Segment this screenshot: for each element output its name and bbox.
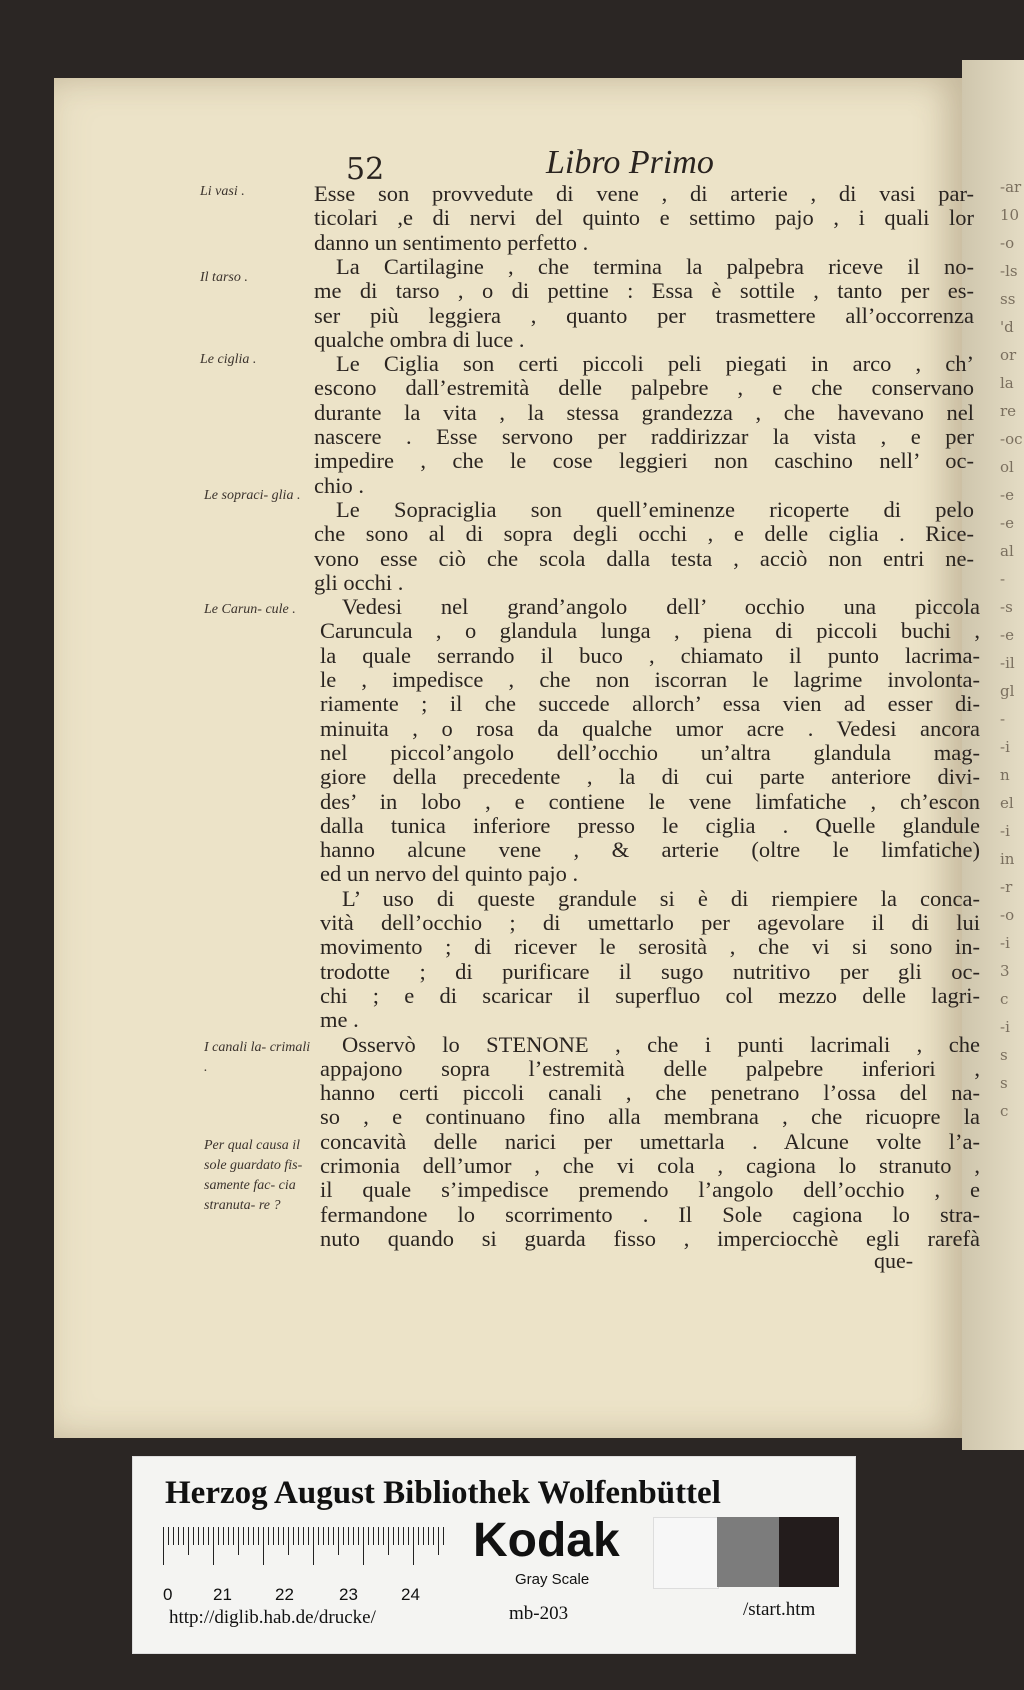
ruler-tick — [318, 1527, 319, 1545]
text-line: dalla tunica inferiore presso le ciglia . Quelle glandule — [320, 812, 980, 838]
ruler-tick — [268, 1527, 269, 1545]
text-line: me di tarso , o di pettine : Essa è sottile , tanto per es- — [314, 278, 974, 304]
gray-scale-label: Gray Scale — [515, 1571, 590, 1588]
text-line: movimento ; di ricever le serosità , che vi si sono in- — [320, 934, 980, 960]
ruler-tick — [383, 1527, 384, 1545]
edge-fragment: ss — [1000, 290, 1016, 308]
edge-fragment: -e — [1000, 514, 1014, 532]
ruler — [163, 1527, 453, 1604]
ruler-tick — [228, 1527, 229, 1545]
text-line: so , e continuano fino alla membrana , che ricuopre la — [320, 1104, 980, 1130]
text-line: Vedesi nel grand’angolo dell’ occhio una piccola — [342, 594, 980, 620]
ruler-tick — [368, 1527, 369, 1545]
ruler-tick — [333, 1527, 334, 1545]
edge-fragment: - — [1000, 710, 1006, 728]
text-line: ticolari ,e di nervi del quinto e settimo pajo , i quali lor — [314, 205, 974, 231]
ruler-tick — [373, 1527, 374, 1545]
ruler-tick — [343, 1527, 344, 1545]
text-line: minuita , o rosa da qualche umor acre . Vedesi ancora — [320, 715, 980, 741]
ruler-tick — [298, 1527, 299, 1545]
edge-fragment: -i — [1000, 934, 1010, 952]
ruler-tick — [433, 1527, 434, 1545]
ruler-label: 23 — [339, 1585, 358, 1604]
text-line: concavità delle narici per umettarla . Alcune volte l’a- — [320, 1128, 980, 1154]
margin-note: Il tarso . — [200, 270, 248, 285]
text-line: le , impedisce , che non iscorran le lagrime involonta- — [320, 667, 980, 692]
edge-fragment: -e — [1000, 626, 1014, 644]
text-line: escono dall’estremità delle palpebre , e che conservano — [314, 375, 974, 401]
edge-fragment: -r — [1000, 878, 1013, 896]
ruler-label: 24 — [401, 1585, 420, 1604]
text-line: appajono sopra l’estremità delle palpebre inferiori , — [320, 1055, 980, 1081]
page-number: 52 — [346, 152, 385, 187]
edge-fragment: ol — [1000, 458, 1014, 476]
margin-note: Le ciglia . — [200, 352, 257, 367]
text-line: vità dell’occhio ; di umettarlo per agevolare il di lui — [320, 910, 980, 935]
text-line: durante la vita , la stessa grandezza , che havevano nel — [314, 399, 974, 425]
edge-fragment: -ar — [1000, 178, 1022, 196]
ruler-tick — [223, 1527, 224, 1545]
text-line: che sono al di sopra degli occhi , e delle ciglia . Rice- — [314, 521, 974, 547]
ruler-tick — [378, 1527, 379, 1545]
book-page — [54, 78, 980, 1438]
ruler-tick — [353, 1527, 354, 1545]
edge-fragment: re — [1000, 402, 1017, 420]
ruler-tick — [253, 1527, 254, 1545]
ruler-tick — [193, 1527, 194, 1545]
edge-fragment: c — [1000, 990, 1009, 1008]
edge-fragment: -i — [1000, 1018, 1010, 1036]
margin-note: I canali la- crimali . — [204, 1040, 311, 1075]
ruler-tick — [288, 1527, 289, 1555]
edge-fragment: la — [1000, 374, 1014, 392]
margin-note: Le sopraci- glia . — [204, 488, 301, 503]
ruler-tick — [413, 1527, 414, 1565]
ruler-tick — [293, 1527, 294, 1545]
ruler-tick — [338, 1527, 339, 1555]
ruler-tick — [188, 1527, 189, 1555]
edge-fragment: n — [1000, 766, 1010, 784]
text-line: chi ; e di scaricar il superfluo col mezzo delle lagri- — [320, 982, 980, 1008]
ruler-label: 22 — [275, 1585, 294, 1604]
ruler-tick — [278, 1527, 279, 1545]
library-name: Herzog August Bibliothek Wolfenbüttel — [165, 1475, 721, 1511]
ruler-tick — [248, 1527, 249, 1545]
ruler-tick — [173, 1527, 174, 1545]
text-line: giore della precedente , la di cui parte anteriore divi- — [320, 764, 980, 790]
text-line: ed un nervo del quinto pajo . — [320, 861, 579, 887]
margin-note: Per qual causa il sole guardato fis- samente fac- cia stranuta- re ? — [204, 1138, 303, 1213]
ruler-tick — [308, 1527, 309, 1545]
edge-fragment: el — [1000, 794, 1014, 812]
edge-fragment: -o — [1000, 906, 1015, 924]
text-line: Caruncula , o glandula lunga , piena di piccoli buchi , — [320, 618, 980, 644]
margin-note: Le Carun- cule . — [204, 602, 296, 617]
edge-fragment: s — [1000, 1046, 1008, 1064]
margin-note: Li vasi . — [200, 184, 245, 199]
text-line: hanno alcune vene , & arterie (oltre le limfatiche) — [320, 837, 980, 863]
running-title: Libro Primo — [546, 144, 714, 181]
text-line: Le Sopraciglia son quell’eminenze ricoperte di pelo — [336, 496, 974, 522]
ruler-tick — [393, 1527, 394, 1545]
text-line: nel piccol’angolo dell’occhio un’altra glandula mag- — [320, 739, 980, 765]
text-line: qualche ombra di luce . — [314, 326, 525, 352]
edge-fragment: 10 — [1000, 206, 1020, 224]
text-line: impedire , che le cose leggieri non caschino nell’ oc- — [314, 448, 974, 474]
ruler-tick — [203, 1527, 204, 1545]
text-line: Le Ciglia son certi piccoli peli piegati in arco , ch’ — [336, 351, 974, 377]
edge-fragment: al — [1000, 542, 1014, 560]
ruler-tick — [283, 1527, 284, 1545]
text-line: hanno certi piccoli canali , che penetrano l’ossa del na- — [320, 1080, 980, 1106]
text-line: il quale s’impedisce premendo l’angolo dell’occhio , e — [320, 1177, 980, 1203]
edge-fragment: - — [1000, 570, 1006, 588]
gray-swatch-white — [653, 1517, 719, 1589]
shelfmark: mb-203 — [509, 1603, 569, 1624]
ruler-label: 0 — [163, 1585, 173, 1604]
library-url: http://diglib.hab.de/drucke/ — [169, 1607, 376, 1628]
text-line: vono esse ciò che scola dalla testa , acciò non entri ne- — [314, 545, 974, 571]
text-line: gli occhi . — [314, 569, 404, 595]
ruler-label: 21 — [213, 1585, 232, 1604]
text-line: nascere . Esse servono per raddirizzar la vista , e per — [314, 424, 974, 449]
edge-fragment: c — [1000, 1102, 1009, 1120]
start-path: /start.htm — [743, 1599, 816, 1620]
ruler-tick — [178, 1527, 179, 1545]
text-line: des’ in lobo , e contiene le vene limfatiche , ch’escon — [320, 788, 980, 814]
text-line: nuto quando si guarda fisso , imperciocchè egli rarefà — [320, 1225, 980, 1251]
ruler-tick — [258, 1527, 259, 1545]
text-line: la quale serrando il buco , chiamato il punto lacrima- — [320, 642, 980, 668]
ruler-tick — [438, 1527, 439, 1555]
ruler-tick — [163, 1527, 164, 1565]
edge-fragment: -il — [1000, 654, 1015, 672]
edge-fragment: s — [1000, 1074, 1008, 1092]
ruler-tick — [198, 1527, 199, 1545]
edge-fragment: -oc — [1000, 430, 1023, 448]
edge-fragment: -ls — [1000, 262, 1018, 280]
edge-fragment: -i — [1000, 822, 1010, 840]
ruler-tick — [303, 1527, 304, 1545]
edge-fragment: gl — [1000, 682, 1015, 700]
kodak-logo: Kodak — [473, 1514, 620, 1567]
ruler-tick — [213, 1527, 214, 1565]
text-line: Osservò lo STENONE , che i punti lacrimali , che — [342, 1031, 980, 1057]
ruler-tick — [408, 1527, 409, 1545]
ruler-tick — [388, 1527, 389, 1555]
edge-fragment: -e — [1000, 486, 1014, 504]
edge-fragment: -i — [1000, 738, 1010, 756]
ruler-tick — [208, 1527, 209, 1545]
ruler-tick — [183, 1527, 184, 1545]
text-line: L’ uso di queste grandule si è di riempiere la conca- — [342, 885, 980, 911]
text-line: chio . — [314, 472, 364, 498]
edge-fragment: or — [1000, 346, 1017, 364]
ruler-tick — [363, 1527, 364, 1565]
ruler-tick — [418, 1527, 419, 1545]
catchword: que- — [874, 1248, 914, 1273]
gray-swatch-mid — [717, 1517, 779, 1587]
ruler-tick — [423, 1527, 424, 1545]
ruler-tick — [238, 1527, 239, 1555]
ruler-tick — [263, 1527, 264, 1565]
ruler-tick — [168, 1527, 169, 1545]
text-line: Esse son provvedute di vene , di arterie , di vasi par- — [314, 181, 974, 206]
text-line: riamente ; il che succede allorch’ essa vien ad esser di- — [320, 691, 980, 717]
text-line: ser più leggiera , quanto per trasmettere all’occorrenza — [314, 302, 974, 328]
ruler-tick — [323, 1527, 324, 1545]
ruler-tick — [403, 1527, 404, 1545]
edge-fragment: -o — [1000, 234, 1015, 252]
text-line: me . — [320, 1007, 359, 1033]
text-line: fermandone lo scorrimento . Il Sole cagiona lo stra- — [320, 1201, 980, 1227]
text-line: trodotte ; di purificare il sugo nutritivo per gli oc- — [320, 958, 980, 984]
ruler-tick — [233, 1527, 234, 1545]
gray-swatch-dark — [779, 1517, 839, 1587]
ruler-tick — [313, 1527, 314, 1565]
text-line: La Cartilagine , che termina la palpebra riceve il no- — [336, 253, 974, 279]
ruler-tick — [273, 1527, 274, 1545]
text-line: crimonia dell’umor , che vi cola , cagiona lo stranuto , — [320, 1153, 980, 1178]
ruler-tick — [443, 1527, 444, 1545]
ruler-tick — [218, 1527, 219, 1545]
edge-fragment: 3 — [1000, 962, 1010, 980]
edge-fragment: 'd — [1000, 318, 1014, 336]
ruler-tick — [328, 1527, 329, 1545]
ruler-tick — [358, 1527, 359, 1545]
edge-fragment: -s — [1000, 598, 1013, 616]
text-line: danno un sentimento perfetto . — [314, 229, 589, 255]
ruler-tick — [348, 1527, 349, 1545]
edge-fragment: in — [1000, 850, 1015, 868]
ruler-tick — [398, 1527, 399, 1545]
scan-target-card — [132, 1456, 856, 1654]
ruler-tick — [243, 1527, 244, 1545]
ruler-tick — [428, 1527, 429, 1545]
